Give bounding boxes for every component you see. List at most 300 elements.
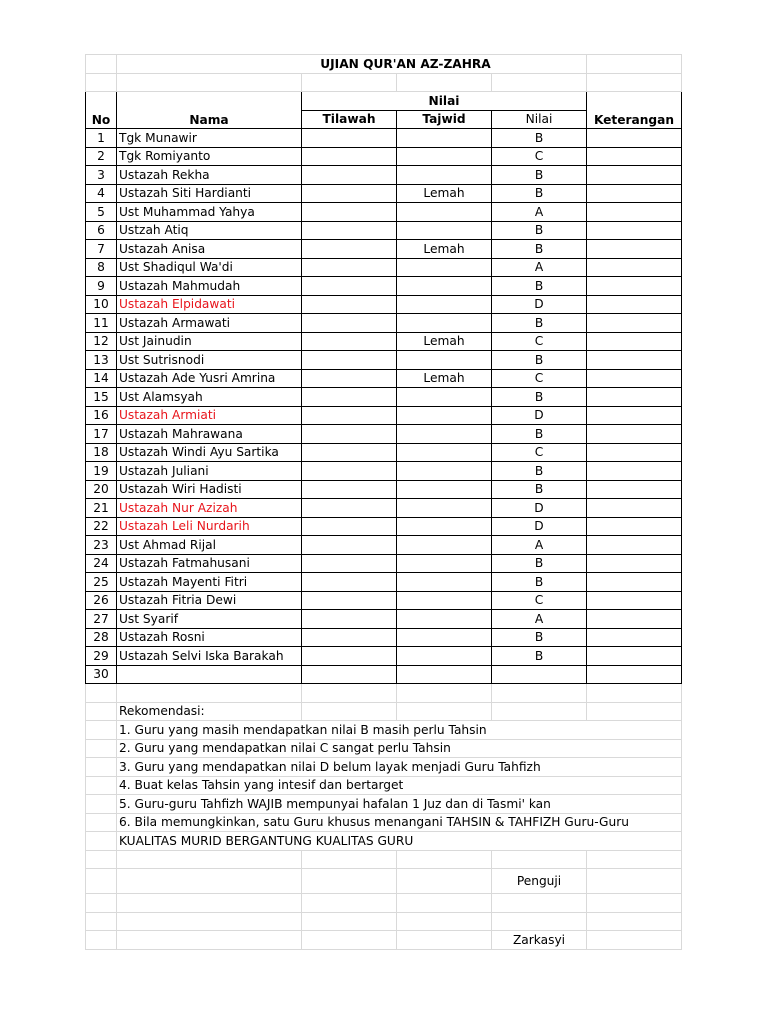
row-tajwid[interactable] — [397, 295, 492, 314]
row-keterangan[interactable] — [587, 443, 682, 462]
cell[interactable] — [117, 894, 302, 913]
row-nama[interactable]: Ustazah Armiati — [117, 406, 302, 425]
table-row — [86, 610, 682, 629]
cell[interactable] — [117, 73, 302, 92]
row-tilawah[interactable] — [302, 221, 397, 240]
row-tajwid[interactable] — [397, 610, 492, 629]
cell[interactable] — [117, 684, 302, 703]
cell[interactable] — [492, 702, 587, 721]
row-number[interactable]: 17 — [86, 425, 117, 444]
row-tajwid[interactable] — [397, 665, 492, 684]
row-tajwid[interactable] — [397, 425, 492, 444]
row-nilai[interactable]: B — [492, 314, 587, 333]
row-tilawah[interactable] — [302, 129, 397, 148]
spacer-row — [86, 894, 682, 913]
row-tajwid[interactable]: Lemah — [397, 332, 492, 351]
cell[interactable] — [302, 702, 397, 721]
rekomendasi-row — [86, 813, 682, 832]
cell[interactable] — [302, 931, 397, 950]
row-tajwid[interactable] — [397, 166, 492, 185]
cell[interactable] — [86, 894, 117, 913]
row-keterangan[interactable] — [587, 647, 682, 666]
row-nilai[interactable]: C — [492, 369, 587, 388]
row-nilai[interactable]: B — [492, 221, 587, 240]
row-nama[interactable]: Ustazah Nur Azizah — [117, 499, 302, 518]
row-nilai[interactable]: D — [492, 295, 587, 314]
rekomendasi-item[interactable]: 1. Guru yang masih mendapatkan nilai B masih perlu Tahsin — [117, 721, 682, 740]
row-nilai[interactable]: B — [492, 628, 587, 647]
row-number[interactable]: 11 — [86, 314, 117, 333]
row-keterangan[interactable] — [587, 388, 682, 407]
row-number[interactable]: 10 — [86, 295, 117, 314]
row-tilawah[interactable] — [302, 258, 397, 277]
row-number[interactable]: 21 — [86, 499, 117, 518]
row-tilawah[interactable] — [302, 591, 397, 610]
row-tilawah[interactable] — [302, 647, 397, 666]
row-nilai[interactable]: B — [492, 480, 587, 499]
cell[interactable] — [492, 894, 587, 913]
row-nama[interactable]: Ustazah Ade Yusri Amrina — [117, 369, 302, 388]
rekomendasi-row — [86, 795, 682, 814]
spacer-row — [86, 684, 682, 703]
rekomendasi-item[interactable]: 5. Guru-guru Tahfizh WAJIB mempunyai hafalan 1 Juz dan di Tasmi' kan — [117, 795, 682, 814]
cell[interactable] — [587, 894, 682, 913]
signature-name[interactable]: Zarkasyi — [492, 931, 587, 950]
row-nilai[interactable]: C — [492, 332, 587, 351]
table-row — [86, 351, 682, 370]
row-keterangan[interactable] — [587, 517, 682, 536]
row-keterangan[interactable] — [587, 425, 682, 444]
row-nama[interactable] — [117, 665, 302, 684]
cell[interactable] — [397, 894, 492, 913]
header-tilawah[interactable]: Tilawah — [302, 110, 397, 129]
row-tajwid[interactable] — [397, 147, 492, 166]
sheet-title[interactable]: UJIAN QUR'AN AZ-ZAHRA — [117, 55, 587, 74]
table-row — [86, 184, 682, 203]
row-nilai[interactable]: B — [492, 277, 587, 296]
row-tajwid[interactable] — [397, 277, 492, 296]
row-number[interactable]: 4 — [86, 184, 117, 203]
row-tilawah[interactable] — [302, 573, 397, 592]
row-nama[interactable]: Tgk Romiyanto — [117, 147, 302, 166]
row-nilai[interactable]: C — [492, 591, 587, 610]
rekomendasi-row — [86, 832, 682, 851]
cell[interactable] — [397, 684, 492, 703]
row-keterangan[interactable] — [587, 184, 682, 203]
cell[interactable] — [302, 894, 397, 913]
cell[interactable] — [86, 721, 117, 740]
cell[interactable] — [302, 73, 397, 92]
table-row — [86, 369, 682, 388]
row-number[interactable]: 25 — [86, 573, 117, 592]
row-nilai[interactable]: B — [492, 462, 587, 481]
row-tajwid[interactable] — [397, 443, 492, 462]
rekomendasi-heading-row — [86, 702, 682, 721]
row-tilawah[interactable] — [302, 277, 397, 296]
table-row — [86, 499, 682, 518]
row-tajwid[interactable] — [397, 647, 492, 666]
row-tajwid[interactable] — [397, 536, 492, 555]
table-row — [86, 480, 682, 499]
cell[interactable] — [587, 931, 682, 950]
table-row — [86, 462, 682, 481]
row-number[interactable]: 18 — [86, 443, 117, 462]
row-tilawah[interactable] — [302, 332, 397, 351]
row-tajwid[interactable] — [397, 258, 492, 277]
row-number[interactable]: 7 — [86, 240, 117, 259]
row-tilawah[interactable] — [302, 166, 397, 185]
table-row — [86, 536, 682, 555]
row-nilai[interactable]: A — [492, 610, 587, 629]
rekomendasi-row — [86, 776, 682, 795]
cell[interactable] — [397, 912, 492, 931]
row-keterangan[interactable] — [587, 258, 682, 277]
row-nilai[interactable]: B — [492, 573, 587, 592]
row-keterangan[interactable] — [587, 536, 682, 555]
rekomendasi-row — [86, 739, 682, 758]
cell[interactable] — [397, 702, 492, 721]
row-tilawah[interactable] — [302, 147, 397, 166]
row-number[interactable]: 3 — [86, 166, 117, 185]
row-number[interactable]: 16 — [86, 406, 117, 425]
rekomendasi-row — [86, 758, 682, 777]
row-nama[interactable]: Ustazah Fitria Dewi — [117, 591, 302, 610]
row-number[interactable]: 22 — [86, 517, 117, 536]
cell[interactable] — [86, 912, 117, 931]
row-keterangan[interactable] — [587, 295, 682, 314]
row-keterangan[interactable] — [587, 129, 682, 148]
row-number[interactable]: 6 — [86, 221, 117, 240]
row-tilawah[interactable] — [302, 554, 397, 573]
row-number[interactable]: 29 — [86, 647, 117, 666]
row-tajwid[interactable]: Lemah — [397, 240, 492, 259]
rekomendasi-item[interactable]: 2. Guru yang mendapatkan nilai C sangat perlu Tahsin — [117, 739, 682, 758]
row-number[interactable]: 14 — [86, 369, 117, 388]
row-nama[interactable]: Ustazah Rekha — [117, 166, 302, 185]
rekomendasi-row — [86, 721, 682, 740]
row-tajwid[interactable]: Lemah — [397, 369, 492, 388]
row-number[interactable]: 28 — [86, 628, 117, 647]
row-nama[interactable]: Ust Ahmad Rijal — [117, 536, 302, 555]
row-tilawah[interactable] — [302, 388, 397, 407]
cell[interactable] — [302, 869, 397, 894]
cell[interactable] — [492, 73, 587, 92]
row-keterangan[interactable] — [587, 314, 682, 333]
cell[interactable] — [587, 73, 682, 92]
row-keterangan[interactable] — [587, 628, 682, 647]
row-number[interactable]: 1 — [86, 129, 117, 148]
row-keterangan[interactable] — [587, 332, 682, 351]
table-row — [86, 277, 682, 296]
row-keterangan[interactable] — [587, 240, 682, 259]
row-keterangan[interactable] — [587, 591, 682, 610]
row-nama[interactable]: Ustazah Armawati — [117, 314, 302, 333]
cell[interactable] — [587, 850, 682, 869]
row-tilawah[interactable] — [302, 610, 397, 629]
table-row — [86, 147, 682, 166]
row-tilawah[interactable] — [302, 406, 397, 425]
row-number[interactable]: 12 — [86, 332, 117, 351]
cell[interactable] — [492, 684, 587, 703]
cell[interactable] — [86, 850, 117, 869]
row-nama[interactable]: Ust Sutrisnodi — [117, 351, 302, 370]
row-tajwid[interactable] — [397, 499, 492, 518]
header-tajwid[interactable]: Tajwid — [397, 110, 492, 129]
table-row — [86, 166, 682, 185]
row-tajwid[interactable] — [397, 573, 492, 592]
header-nilai[interactable]: Nilai — [492, 110, 587, 129]
cell[interactable] — [397, 931, 492, 950]
row-nilai[interactable]: B — [492, 554, 587, 573]
row-tilawah[interactable] — [302, 480, 397, 499]
rekomendasi-heading[interactable]: Rekomendasi: — [117, 702, 302, 721]
row-keterangan[interactable] — [587, 406, 682, 425]
rekomendasi-item[interactable]: 4. Buat kelas Tahsin yang intesif dan bertarget — [117, 776, 682, 795]
row-keterangan[interactable] — [587, 480, 682, 499]
row-keterangan[interactable] — [587, 203, 682, 222]
row-nama[interactable]: Ustazah Selvi Iska Barakah — [117, 647, 302, 666]
cell[interactable] — [86, 73, 117, 92]
row-nilai[interactable]: B — [492, 647, 587, 666]
row-number[interactable]: 13 — [86, 351, 117, 370]
cell[interactable] — [117, 931, 302, 950]
cell[interactable] — [86, 795, 117, 814]
row-nama[interactable]: Ust Jainudin — [117, 332, 302, 351]
cell[interactable] — [86, 684, 117, 703]
header-nama[interactable]: Nama — [117, 92, 302, 129]
cell[interactable] — [86, 832, 117, 851]
header-row-1 — [86, 92, 682, 111]
row-nilai[interactable]: C — [492, 443, 587, 462]
table-row — [86, 665, 682, 684]
row-keterangan[interactable] — [587, 369, 682, 388]
table-row — [86, 388, 682, 407]
row-nama[interactable]: Ustazah Mayenti Fitri — [117, 573, 302, 592]
table-row — [86, 295, 682, 314]
row-tajwid[interactable] — [397, 314, 492, 333]
row-tilawah[interactable] — [302, 443, 397, 462]
row-nama[interactable]: Ustazah Juliani — [117, 462, 302, 481]
rekomendasi-item[interactable]: 6. Bila memungkinkan, satu Guru khusus menangani TAHSIN & TAHFIZH Guru-Guru — [117, 813, 682, 832]
row-nama[interactable]: Ustazah Siti Hardianti — [117, 184, 302, 203]
row-nama[interactable]: Ustazah Mahrawana — [117, 425, 302, 444]
row-nilai[interactable]: D — [492, 499, 587, 518]
table-row — [86, 406, 682, 425]
row-tilawah[interactable] — [302, 184, 397, 203]
cell[interactable] — [397, 73, 492, 92]
row-number[interactable]: 5 — [86, 203, 117, 222]
table-row — [86, 129, 682, 148]
cell[interactable] — [397, 850, 492, 869]
sheet-body — [86, 55, 682, 950]
row-nilai[interactable]: B — [492, 351, 587, 370]
row-number[interactable]: 2 — [86, 147, 117, 166]
row-nama[interactable]: Ustzah Atiq — [117, 221, 302, 240]
row-nilai[interactable]: A — [492, 258, 587, 277]
row-keterangan[interactable] — [587, 499, 682, 518]
row-tilawah[interactable] — [302, 203, 397, 222]
row-tilawah[interactable] — [302, 517, 397, 536]
row-keterangan[interactable] — [587, 665, 682, 684]
cell[interactable] — [86, 931, 117, 950]
row-keterangan[interactable] — [587, 573, 682, 592]
cell[interactable] — [587, 684, 682, 703]
signature-role[interactable]: Penguji — [492, 869, 587, 894]
row-tajwid[interactable] — [397, 388, 492, 407]
row-number[interactable]: 30 — [86, 665, 117, 684]
row-nama[interactable]: Tgk Munawir — [117, 129, 302, 148]
row-nilai[interactable]: B — [492, 240, 587, 259]
row-tilawah[interactable] — [302, 369, 397, 388]
row-keterangan[interactable] — [587, 277, 682, 296]
row-nama[interactable]: Ustazah Anisa — [117, 240, 302, 259]
row-nilai[interactable] — [492, 665, 587, 684]
row-keterangan[interactable] — [587, 554, 682, 573]
row-tilawah[interactable] — [302, 351, 397, 370]
row-nilai[interactable]: D — [492, 406, 587, 425]
table-row — [86, 258, 682, 277]
row-nilai[interactable]: B — [492, 184, 587, 203]
cell[interactable] — [117, 869, 302, 894]
row-nama[interactable]: Ustazah Mahmudah — [117, 277, 302, 296]
row-tajwid[interactable] — [397, 628, 492, 647]
row-tajwid[interactable] — [397, 517, 492, 536]
spacer-row — [86, 73, 682, 92]
row-tajwid[interactable] — [397, 480, 492, 499]
table-row — [86, 591, 682, 610]
row-tilawah[interactable] — [302, 462, 397, 481]
row-nilai[interactable]: C — [492, 147, 587, 166]
row-tajwid[interactable] — [397, 462, 492, 481]
row-tilawah[interactable] — [302, 628, 397, 647]
table-row — [86, 517, 682, 536]
cell[interactable] — [86, 776, 117, 795]
header-keterangan[interactable]: Keterangan — [587, 92, 682, 129]
cell[interactable] — [86, 739, 117, 758]
row-number[interactable]: 15 — [86, 388, 117, 407]
cell[interactable] — [492, 912, 587, 931]
row-number[interactable]: 19 — [86, 462, 117, 481]
row-tajwid[interactable] — [397, 129, 492, 148]
header-no[interactable]: No — [86, 92, 117, 129]
row-keterangan[interactable] — [587, 166, 682, 185]
row-nama[interactable]: Ustazah Elpidawati — [117, 295, 302, 314]
row-nilai[interactable]: B — [492, 388, 587, 407]
cell[interactable] — [492, 850, 587, 869]
row-nama[interactable]: Ustazah Windi Ayu Sartika — [117, 443, 302, 462]
row-number[interactable]: 26 — [86, 591, 117, 610]
cell[interactable] — [302, 684, 397, 703]
row-nama[interactable]: Ust Muhammad Yahya — [117, 203, 302, 222]
cell[interactable] — [302, 850, 397, 869]
row-keterangan[interactable] — [587, 610, 682, 629]
cell[interactable] — [587, 912, 682, 931]
table-row — [86, 425, 682, 444]
row-nama[interactable]: Ustazah Fatmahusani — [117, 554, 302, 573]
row-number[interactable]: 9 — [86, 277, 117, 296]
row-tajwid[interactable] — [397, 554, 492, 573]
row-tajwid[interactable] — [397, 406, 492, 425]
row-keterangan[interactable] — [587, 462, 682, 481]
spreadsheet — [85, 54, 682, 950]
row-tilawah[interactable] — [302, 295, 397, 314]
table-row — [86, 332, 682, 351]
spacer-row — [86, 912, 682, 931]
cell[interactable] — [86, 702, 117, 721]
table-row — [86, 203, 682, 222]
row-nama[interactable]: Ust Shadiqul Wa'di — [117, 258, 302, 277]
cell[interactable] — [587, 702, 682, 721]
table-row — [86, 314, 682, 333]
row-tilawah[interactable] — [302, 240, 397, 259]
rekomendasi-item[interactable]: 3. Guru yang mendapatkan nilai D belum layak menjadi Guru Tahfizh — [117, 758, 682, 777]
cell[interactable] — [86, 869, 117, 894]
row-tajwid[interactable] — [397, 591, 492, 610]
row-tilawah[interactable] — [302, 536, 397, 555]
table-row — [86, 221, 682, 240]
spacer-row — [86, 850, 682, 869]
row-tajwid[interactable] — [397, 221, 492, 240]
row-tajwid[interactable]: Lemah — [397, 184, 492, 203]
signature-name-row — [86, 931, 682, 950]
cell[interactable] — [397, 869, 492, 894]
row-number[interactable]: 20 — [86, 480, 117, 499]
row-nilai[interactable]: A — [492, 536, 587, 555]
row-nama[interactable]: Ustazah Wiri Hadisti — [117, 480, 302, 499]
cell[interactable] — [86, 813, 117, 832]
cell[interactable] — [587, 55, 682, 74]
rekomendasi-item[interactable]: KUALITAS MURID BERGANTUNG KUALITAS GURU — [117, 832, 682, 851]
cell[interactable] — [86, 55, 117, 74]
table-row — [86, 628, 682, 647]
row-keterangan[interactable] — [587, 351, 682, 370]
row-number[interactable]: 24 — [86, 554, 117, 573]
cell[interactable] — [302, 912, 397, 931]
row-number[interactable]: 27 — [86, 610, 117, 629]
row-nilai[interactable]: B — [492, 425, 587, 444]
row-nama[interactable]: Ustazah Leli Nurdarih — [117, 517, 302, 536]
table-row — [86, 573, 682, 592]
table-row — [86, 554, 682, 573]
row-nama[interactable]: Ust Syarif — [117, 610, 302, 629]
row-tilawah[interactable] — [302, 665, 397, 684]
signature-role-row — [86, 869, 682, 894]
row-number[interactable]: 8 — [86, 258, 117, 277]
table-row — [86, 240, 682, 259]
table-row — [86, 443, 682, 462]
row-tilawah[interactable] — [302, 425, 397, 444]
row-nilai[interactable]: B — [492, 166, 587, 185]
row-nilai[interactable]: D — [492, 517, 587, 536]
row-tajwid[interactable] — [397, 203, 492, 222]
cell[interactable] — [117, 850, 302, 869]
title-row — [86, 55, 682, 74]
cell[interactable] — [587, 869, 682, 894]
cell[interactable] — [117, 912, 302, 931]
row-nilai[interactable]: A — [492, 203, 587, 222]
row-tilawah[interactable] — [302, 499, 397, 518]
row-tilawah[interactable] — [302, 314, 397, 333]
row-keterangan[interactable] — [587, 221, 682, 240]
row-nama[interactable]: Ust Alamsyah — [117, 388, 302, 407]
row-nama[interactable]: Ustazah Rosni — [117, 628, 302, 647]
row-number[interactable]: 23 — [86, 536, 117, 555]
row-nilai[interactable]: B — [492, 129, 587, 148]
row-tajwid[interactable] — [397, 351, 492, 370]
header-nilai-group[interactable]: Nilai — [302, 92, 587, 111]
cell[interactable] — [86, 758, 117, 777]
row-keterangan[interactable] — [587, 147, 682, 166]
